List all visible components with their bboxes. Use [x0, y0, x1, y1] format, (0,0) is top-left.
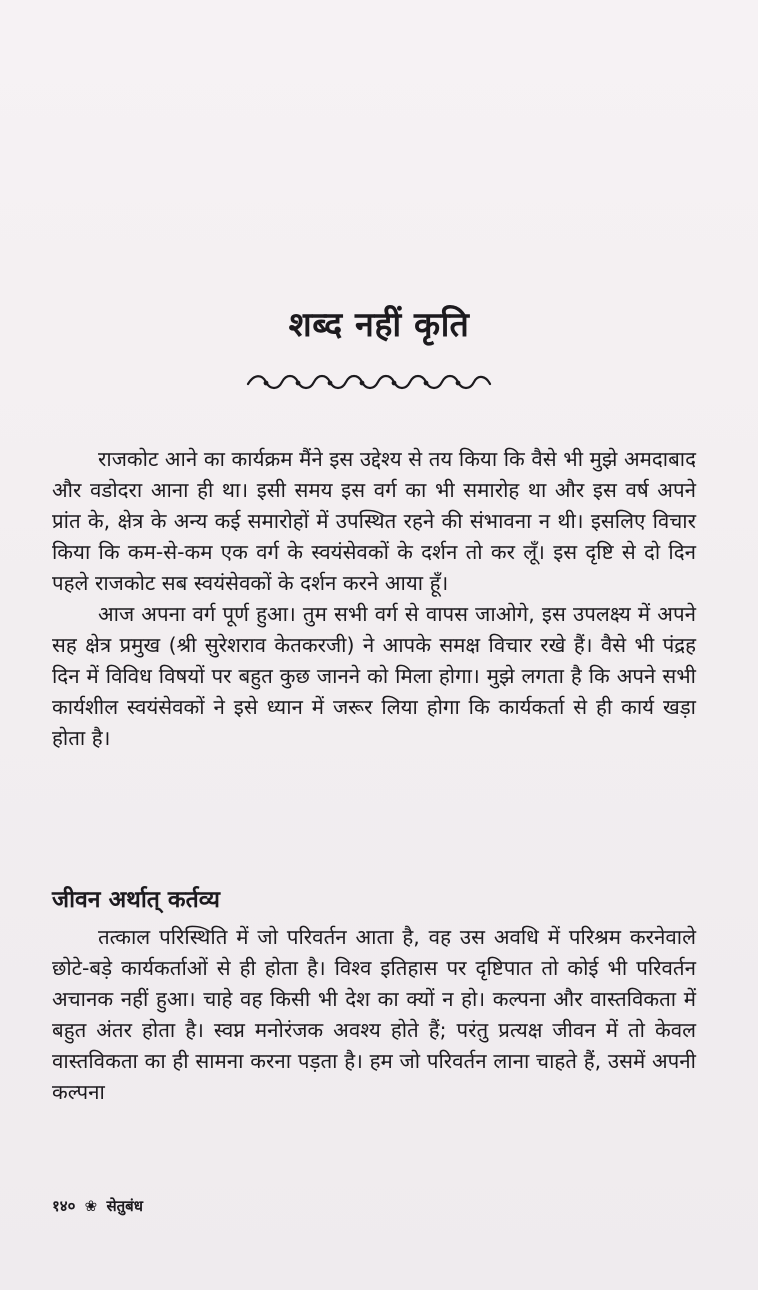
book-title: सेतुबंध [106, 1197, 143, 1215]
page-number: १४० [52, 1197, 76, 1215]
paragraph-2: आज अपना वर्ग पूर्ण हुआ। तुम सभी वर्ग से वापस जाओगे, इस उपलक्ष्य में अपने सह क्षेत्र प्रमुख (श्री सुरेशराव केतकरजी) ने आपके समक्ष विचार रखे हैं। वैसे भी पंद्रह दिन में विविध विषयों पर बहुत कुछ जानने को मिला होगा। मुझे लगता है कि अपने सभी कार्यशील स्वयंसेवकों ने इसे ध्यान में जरूर लिया होगा कि कार्यकर्ता से ही कार्य खड़ा होता है। [52, 602, 696, 750]
paragraph-3: तत्काल परिस्थिति में जो परिवर्तन आता है, वह उस अवधि में परिश्रम करनेवाले छोटे-बड़े कार्यकर्ताओं से ही होता है। विश्व इतिहास पर दृष्टिपात तो कोई भी परिवर्तन अचानक नहीं हुआ। चाहे वह किसी भी देश का क्यों न हो। कल्पना और वास्तविकता में बहुत अंतर होता है। स्वप्न मनोरंजक अवश्य होते हैं; परंतु प्रत्यक्ष जीवन में तो केवल वास्तविकता का ही सामना करना पड़ता है। हम जो परिवर्तन लाना चाहते हैं, उसमें अपनी कल्पना [52, 925, 696, 1104]
section-text [52, 922, 696, 1108]
page-footer [52, 1196, 143, 1216]
flower-icon: ❀ [84, 1197, 98, 1215]
paragraph-1: राजकोट आने का कार्यक्रम मैंने इस उद्देश्य से तय किया कि वैसे भी मुझे अमदाबाद और वडोदरा आना ही था। इसी समय इस वर्ग का भी समारोह था और इस वर्ष अपने प्रांत के, क्षेत्र के अन्य कई समारोहों में उपस्थित रहने की संभावना न थी। इसलिए विचार किया कि कम-से-कम एक वर्ग के स्वयंसेवकों के दर्शन तो कर लूँ। इस दृष्टि से दो दिन पहले राजकोट सब स्वयंसेवकों के दर्शन करने आया हूँ। [52, 447, 696, 595]
chapter-title: शब्द नहीं कृति [288, 305, 470, 345]
section-heading: जीवन अर्थात् कर्तव्य [52, 887, 220, 913]
intro-text [52, 444, 696, 754]
decorative-divider [244, 372, 494, 394]
